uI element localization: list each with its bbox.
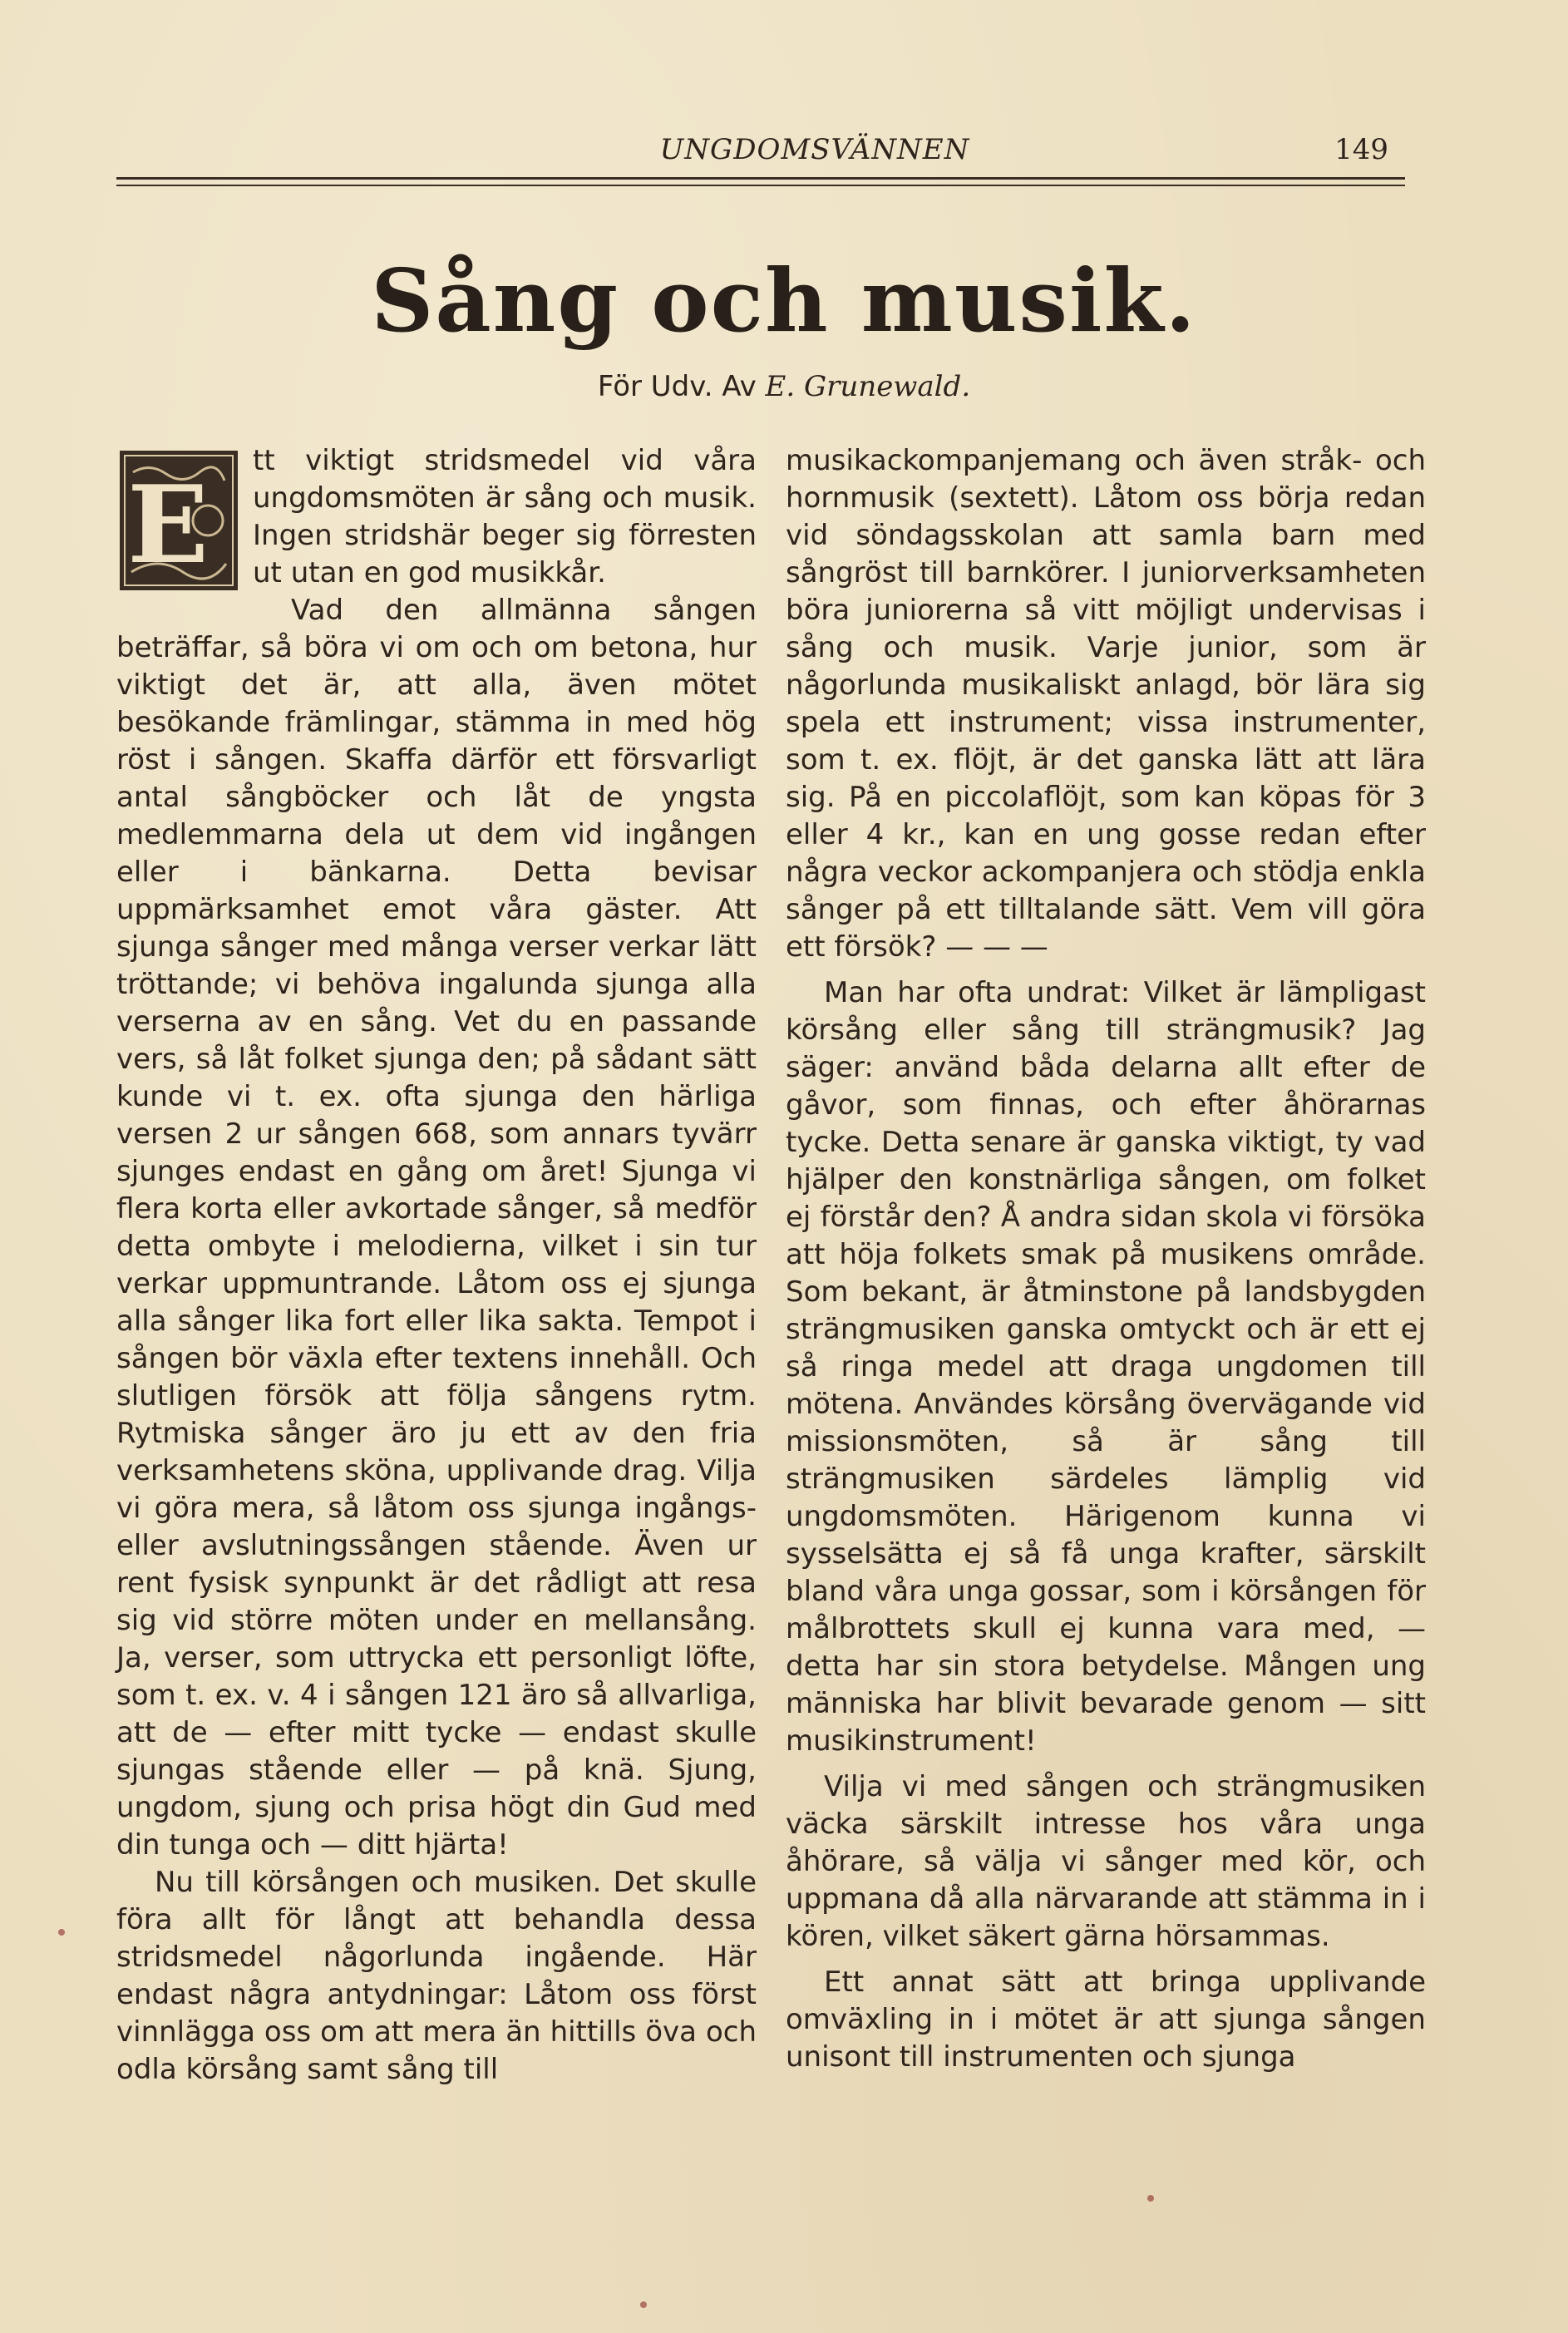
left-column bbox=[116, 442, 757, 2238]
header-rule-top bbox=[116, 177, 1405, 180]
paper-speck bbox=[58, 1929, 65, 1936]
byline-author: E. Grunewald. bbox=[765, 370, 971, 403]
journal-name: UNGDOMSVÄNNEN bbox=[659, 133, 970, 166]
byline-prefix: För Udv. Av bbox=[597, 370, 757, 403]
left-paragraph-1: tt viktigt stridsmedel vid våra ungdomsmöten är sång och musik. Ingen stridshär beger sig förresten ut utan en god musikkår. bbox=[253, 444, 757, 589]
header-rule-bottom bbox=[116, 185, 1405, 186]
paper-speck bbox=[1147, 2195, 1154, 2202]
dropcap-ornament-icon bbox=[116, 447, 241, 594]
right-column bbox=[786, 442, 1426, 2238]
right-paragraph-2: Man har ofta undrat: Vilket är lämpligast körsång eller sång till strängmusik? Jag säger: använd båda delarna allt efter de gåvor, som finnas, och efter åhörarnas tycke. Detta senare är ganska viktigt, ty vad hjälper den konstnärliga sången, om folket ej förstår den? Å andra sidan skola vi försöka att höja folkets smak på musikens område. Som bekant, är åtminstone på landsbygden strängmusiken ganska omtyckt och är ett ej så ringa medel att draga ungdomen till mötena. Användes körsång övervägande vid missionsmöten, så är sång till strängmusiken särdeles lämplig vid ungdomsmöten. Härigenom kunna vi sysselsätta ej så få unga krafter, särskilt bland våra unga gossar, som i körsången för målbrottets skull ej kunna vara med, — detta har sin stora betydelse. Mången ung människa har blivit bevarade genom — sitt musikinstrument! bbox=[786, 976, 1426, 1758]
paper-speck bbox=[640, 2301, 647, 2308]
page-number: 149 bbox=[1334, 133, 1388, 166]
right-paragraph-4: Ett annat sätt att bringa upplivande omväxling in i mötet är att sjunga sången unisont till instrumenten och sjunga bbox=[786, 1966, 1426, 2074]
right-paragraph-1: musikackompanjemang och även stråk- och hornmusik (sextett). Låtom oss börja redan vid söndagsskolan att samla barn med sångröst till barnkörer. I juniorverksamheten böra juniorerna så vitt möjligt undervisas i sång och musik. Varje junior, som är någorlunda musikaliskt anlagd, bör lära sig spela ett instrument; vissa instrumenter, som t. ex. flöjt, är det ganska lätt att lära sig. På en piccolaflöjt, som kan köpas för 3 eller 4 kr., kan en ung gosse redan efter några veckor ackompanjera och stödja enkla sånger på ett tilltalande sätt. Vem vill göra ett försök? — — — bbox=[786, 444, 1426, 964]
article-byline bbox=[0, 370, 1568, 403]
left-paragraph-3: Nu till körsången och musiken. Det skulle föra allt för långt att behandla dessa stridsmedel någorlunda ingående. Här endast några antydningar: Låtom oss först vinnlägga oss om att mera än hittills öva och odla körsång samt sång till bbox=[116, 1866, 757, 2086]
article-title: Sång och musik. bbox=[371, 249, 1197, 352]
dropcap-letter: E bbox=[127, 463, 209, 588]
right-paragraph-3: Vilja vi med sången och strängmusiken väcka särskilt intresse hos våra unga åhörare, så välja vi sånger med kör, och uppmana då alla närvarande att stämma in i kören, vilket säkert gärna hörsammas. bbox=[786, 1770, 1426, 1953]
running-head bbox=[116, 133, 1405, 183]
left-paragraph-2: Vad den allmänna sången beträffar, så böra vi om och om betona, hur viktigt det är, att alla, även mötet besökande främlingar, stämma in med hög röst i sången. Skaffa därför ett försvarligt antal sångböcker och låt de yngsta medlemmarna dela ut dem vid ingången eller i bänkarna. Detta bevisar uppmärksamhet emot våra gäster. Att sjunga sånger med många verser verkar lätt tröttande; vi behöva ingalunda sjunga alla verserna av en sång. Vet du en passande vers, så låt folket sjunga den; på sådant sätt kunde vi t. ex. ofta sjunga den härliga versen 2 ur sången 668, som annars tyvärr sjunges endast en gång om året! Sjunga vi flera korta eller avkortade sånger, så medför detta ombyte i melodierna, vilket i sin tur verkar uppmuntrande. Låtom oss ej sjunga alla sånger lika fort eller lika sakta. Tempot i sången bör växla efter textens innehåll. Och slutligen försök att följa sångens rytm. Rytmiska sånger äro ju ett av den fria verksamhetens sköna, upplivande drag. Vilja vi göra mera, så låtom oss sjunga ingångs- eller avslutningssången stående. Även ur rent fysisk synpunkt är det rådligt att resa sig vid större möten under en mellansång. Ja, verser, som uttrycka ett personligt löfte, som t. ex. v. 4 i sången 121 äro så allvarliga, att de — efter mitt tycke — endast skulle sjungas stående eller — på knä. Sjung, ungdom, sjung och prisa högt din Gud med din tunga och — ditt hjärta! bbox=[116, 594, 757, 1862]
